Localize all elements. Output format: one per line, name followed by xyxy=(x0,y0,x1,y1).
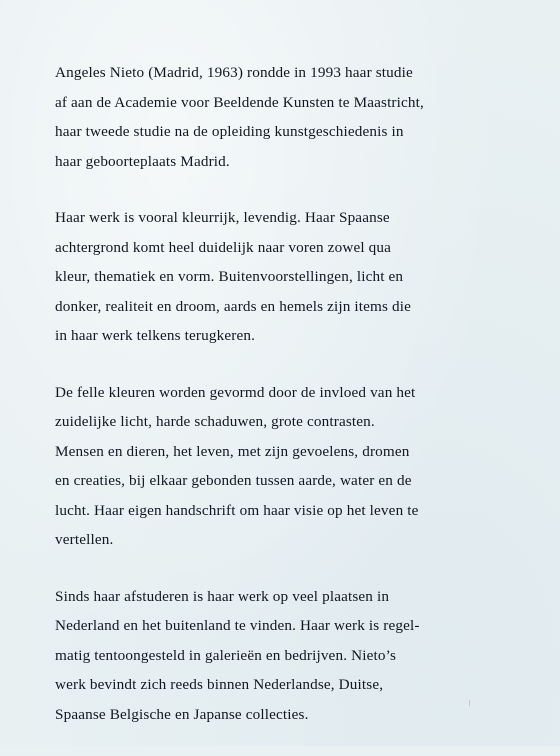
text-line: lucht. Haar eigen handschrift om haar visie op het leven te xyxy=(55,501,419,519)
paragraph-exhibitions xyxy=(55,582,525,730)
text-line: werk bevindt zich reeds binnen Nederlandse, Duitse, xyxy=(55,676,384,693)
text-line: Sinds haar afstuderen is haar werk op veel plaatsen in xyxy=(55,587,390,605)
text-line: Spaanse Belgische en Japanse collecties. xyxy=(55,705,309,723)
biography-text xyxy=(55,58,525,756)
text-line: af aan de Academie voor Beeldende Kunsten te Maastricht, xyxy=(55,93,424,111)
text-line: achtergrond komt heel duidelijk naar voren zowel qua xyxy=(55,238,392,256)
paragraph-colors xyxy=(55,378,525,555)
text-line: vertellen. xyxy=(55,531,114,548)
text-line: haar geboorteplaats Madrid. xyxy=(55,152,230,170)
paper-mark xyxy=(469,700,474,706)
paragraph-style xyxy=(55,203,525,351)
text-line: en creaties, bij elkaar gebonden tussen aarde, water en de xyxy=(55,472,412,489)
text-line: Angeles Nieto (Madrid, 1963) rondde in 1993 haar studie xyxy=(55,64,413,81)
text-line: matig tentoongesteld in galerieën en bedrijven. Nieto’s xyxy=(55,646,397,664)
text-line: in haar werk telkens terugkeren. xyxy=(55,327,256,344)
text-line: Haar werk is vooral kleurrijk, levendig. Haar Spaanse xyxy=(55,209,390,226)
text-line: Nederland en het buitenland te vinden. Haar werk is regel- xyxy=(55,617,420,634)
text-line: kleur, thematiek en vorm. Buitenvoorstellingen, licht en xyxy=(55,268,404,285)
text-line: haar tweede studie na de opleiding kunstgeschiedenis in xyxy=(55,123,404,140)
text-line: De felle kleuren worden gevormd door de invloed van het xyxy=(55,383,416,401)
text-line: zuidelijke licht, harde schaduwen, grote contrasten. xyxy=(55,413,375,430)
text-line: Mensen en dieren, het leven, met zijn gevoelens, dromen xyxy=(55,442,410,460)
paragraph-intro xyxy=(55,58,525,176)
text-line: donker, realiteit en droom, aards en hemels zijn items die xyxy=(55,297,412,315)
